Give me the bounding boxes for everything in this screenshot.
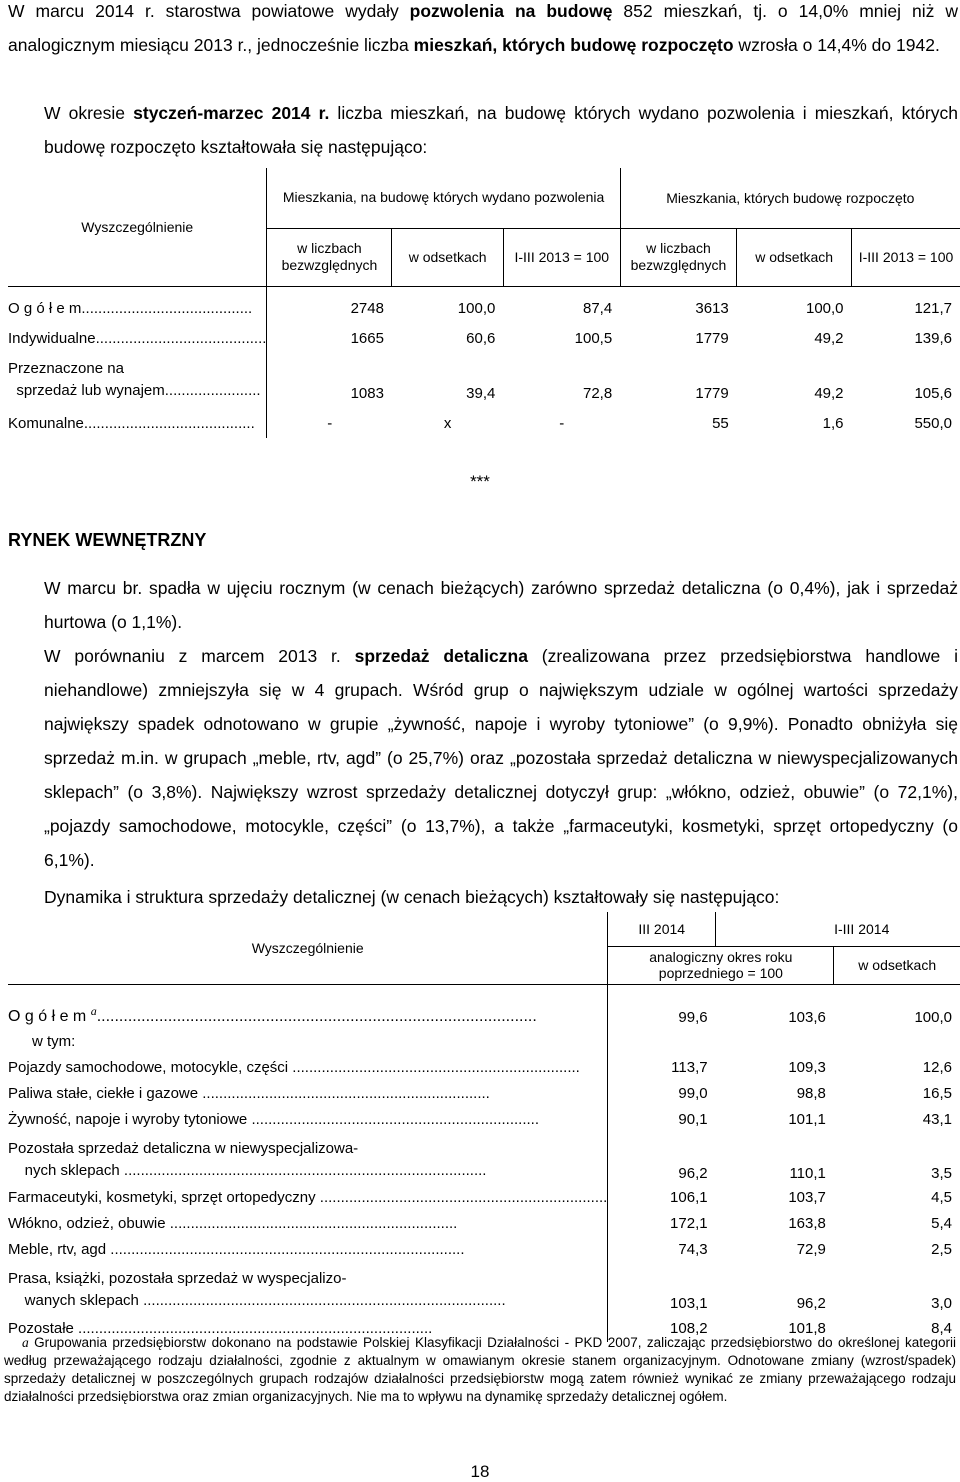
para2-text-1: W okresie: [44, 103, 134, 123]
dynamics-intro: Dynamika i struktura sprzedaży detalicznej (w cenach bieżących) kształtowały się następująco:: [44, 887, 780, 907]
t2-row-label: O g ó ł e m $^a$...................................................................................................: [8, 984, 608, 1028]
para2-bold-1: styczeń-marzec 2014 r.: [133, 103, 330, 123]
table-cell: -: [559, 414, 565, 432]
t1-header-pct-2: w odsetkach: [737, 228, 852, 286]
table-cell: 8,4: [931, 1319, 952, 1337]
table-row: [8, 1236, 960, 1262]
table-cell: 1665: [350, 329, 384, 347]
para1-text-2: 852 mieszkań, tj. o 14,0% mniej niż w analogicznym miesiącu 2013 r., jednocześnie liczba: [8, 1, 958, 55]
table-cell: 1779: [695, 329, 729, 347]
t1-row-label: O g ó ł e m.........................................: [8, 286, 267, 324]
t1-header-spec: Wyszczególnienie: [8, 168, 267, 286]
t2-row-label: Paliwa stałe, ciekłe i gazowe .....................................................................: [8, 1080, 608, 1106]
table-cell: 103,6: [788, 1009, 826, 1026]
table-cell: 1083: [350, 385, 384, 402]
table-cell: 55: [712, 414, 729, 432]
table-row: [8, 352, 960, 408]
table-cell: 100,5: [574, 329, 613, 347]
t2-header-quarter: I-III 2014: [716, 912, 960, 946]
t1-row-label: Komunalne.........................................: [8, 408, 267, 438]
table-row: [8, 1054, 960, 1080]
t2-row-label: w tym:: [8, 1028, 608, 1054]
table-cell: 4,5: [931, 1188, 952, 1206]
table-row: [8, 286, 960, 324]
para4-text-1: W porównaniu z marcem 2013 r.: [44, 646, 355, 666]
page-number: 18: [470, 1462, 490, 1481]
para1-text-1: W marcu 2014 r. starostwa powiatowe wydały: [8, 1, 410, 21]
table-cell: 3613: [695, 299, 729, 317]
para1-bold-2: mieszkań, których budowę rozpoczęto: [413, 35, 734, 55]
table-cell: 100,0: [805, 299, 844, 317]
table-cell: 49,2: [814, 385, 844, 402]
para1-bold-1: pozwolenia na budowę: [409, 1, 613, 21]
table-cell: 2748: [350, 299, 384, 317]
footnote-text: Grupowania przedsiębiorstw dokonano na podstawie Polskiej Klasyfikacji Działalności - PKD 2007, zaliczając przedsiębiorstwo do określonej kategorii według przeważającego rodzaju działalności, zgodnie z aktualnym w omawianym okresie stanem organizacyjnym. Odnotowane zmiany (wzrost/spadek) sprzedaży detalicznej w poszczególnych grupach rodzajów działalności przedsiębiorstw mogą zatem również wynikać ze zmiany przeważającego rodzaju działalności przedsiębiorstwa oraz zmian organizacyjnych. Nie ma to wpływu na dynamikę sprzedaży detalicznej ogółem.: [4, 1335, 956, 1404]
table-cell: 16,5: [922, 1084, 952, 1102]
table-cell: 110,1: [789, 1165, 826, 1182]
t1-header-idx-1: I-III 2013 = 100: [503, 228, 620, 286]
table-cell: 87,4: [583, 299, 613, 317]
table-row: [8, 1184, 960, 1210]
table-cell: 98,8: [796, 1084, 826, 1102]
t2-header-spec: Wyszczególnienie: [8, 912, 608, 984]
t2-row-label: Meble, rtv, agd .....................................................................................: [8, 1236, 608, 1262]
housing-paragraph: [8, 96, 958, 164]
table-cell: 96,2: [796, 1295, 826, 1312]
t1-row-label: Przeznaczone na sprzedaż lub wynajem.......................: [8, 352, 267, 408]
para4-text-2: (zrealizowana przez przedsiębiorstwa handlowe i niehandlowe) zmniejszyła się w 4 grupach. Wśród grup o największym udziale w ogólnej wartości sprzedaży największy spadek odnotowano w grupie „żywność, napoje i wyroby tytoniowe” (o 9,9%). Ponadto obniżyła się sprzedaż m.in. w grupach „meble, rtv, agd” (o 25,7%) oraz „pozostała sprzedaż detaliczna w niewyspecjalizowanych sklepach” (o 3,8%). Największy wzrost sprzedaży detalicznej dotyczył grup: „włókno, odzież, obuwie” (o 72,1%), „pojazdy samochodowe, motocykle, części” (o 13,7%), a także „farmaceutyki, kosmetyki, sprzęt ortopedyczny (o 6,1%).: [44, 646, 958, 870]
housing-table: [8, 168, 960, 438]
table-cell: 101,8: [788, 1319, 826, 1337]
table-cell: 108,2: [670, 1319, 708, 1337]
section-heading: RYNEK WEWNĘTRZNY: [8, 530, 207, 550]
table-row: [8, 1028, 960, 1054]
table-cell: 3,5: [931, 1165, 952, 1182]
table-cell: 2,5: [931, 1240, 952, 1258]
table-cell: 105,6: [914, 385, 952, 402]
table-cell: 100,0: [914, 1009, 952, 1026]
table-cell: 109,3: [788, 1058, 826, 1076]
t2-header-base: analogiczny okres roku poprzedniego = 100: [608, 946, 834, 984]
t2-header-pct: w odsetkach: [834, 946, 960, 984]
table-row: [8, 984, 960, 1028]
table-cell: 103,1: [670, 1295, 708, 1312]
table-row: [8, 1210, 960, 1236]
table-cell: 5,4: [931, 1214, 952, 1232]
table-cell: 12,6: [922, 1058, 952, 1076]
table-cell: 106,1: [670, 1188, 708, 1206]
table-cell: 3,0: [931, 1295, 952, 1312]
table-row: [8, 1262, 960, 1314]
intro-paragraph: [8, 0, 958, 62]
table-cell: 139,6: [914, 329, 952, 347]
t2-row-label: Pozostała sprzedaż detaliczna w niewyspecjalizowa- nych sklepach .......................................................................................: [8, 1132, 608, 1184]
t2-row-label: Żywność, napoje i wyroby tytoniowe .....................................................................: [8, 1106, 608, 1132]
footnote: [4, 1334, 956, 1406]
t1-row-label: Indywidualne.........................................: [8, 324, 267, 352]
t2-row-label: Farmaceutyki, kosmetyki, sprzęt ortopedyczny .....................................................................: [8, 1184, 608, 1210]
t2-row-label: Pozostałe .....................................................................................: [8, 1314, 608, 1342]
para4-bold-1: sprzedaż detaliczna: [354, 646, 528, 666]
t1-header-abs-1: w liczbach bezwzględnych: [267, 228, 392, 286]
table-cell: 96,2: [678, 1165, 708, 1182]
table-cell: x: [443, 414, 452, 432]
table-row: [8, 408, 960, 438]
table-cell: 60,6: [466, 329, 496, 347]
table-cell: 43,1: [922, 1110, 952, 1128]
table-row: [8, 1132, 960, 1184]
t1-header-pct-1: w odsetkach: [392, 228, 503, 286]
table-cell: 72,9: [796, 1240, 826, 1258]
t1-header-idx-2: I-III 2013 = 100: [852, 228, 960, 286]
table-cell: 74,3: [678, 1240, 708, 1258]
t2-header-month: III 2014: [608, 912, 716, 946]
table-cell: 550,0: [914, 414, 952, 432]
table-cell: 100,0: [457, 299, 496, 317]
table-cell: 49,2: [814, 329, 844, 347]
table-cell: 121,7: [914, 299, 952, 317]
table-cell: 99,0: [678, 1084, 708, 1102]
sales-paragraph: W marcu br. spadła w ujęciu rocznym (w cenach bieżących) zarówno sprzedaż detaliczna (o 0,4%), jak i sprzedaż hurtowa (o 1,1%).: [44, 578, 958, 632]
t2-row-label: Pojazdy samochodowe, motocykle, części .....................................................................: [8, 1054, 608, 1080]
table-row: [8, 1080, 960, 1106]
table-cell: -: [327, 414, 333, 432]
retail-paragraph: [8, 639, 958, 877]
t1-header-group2: Mieszkania, których budowę rozpoczęto: [620, 168, 960, 228]
section-separator: ***: [470, 472, 490, 491]
t1-header-abs-2: w liczbach bezwzględnych: [620, 228, 737, 286]
table-cell: 72,8: [583, 385, 613, 402]
footnote-marker: a: [22, 1335, 29, 1350]
table-cell: 103,7: [788, 1188, 826, 1206]
table-cell: 172,1: [670, 1214, 708, 1232]
table-cell: 90,1: [678, 1110, 708, 1128]
table-cell: 39,4: [466, 385, 496, 402]
para2-text-2: liczba mieszkań, na budowę których wydano pozwolenia i mieszkań, których budowę rozpoczęto kształtowała się następująco:: [44, 103, 958, 157]
table-cell: 163,8: [788, 1214, 826, 1232]
table-row: [8, 1106, 960, 1132]
table-cell: 101,1: [788, 1110, 826, 1128]
t2-row-label: Prasa, książki, pozostała sprzedaż w wyspecjalizo- wanych sklepach .......................................................................................: [8, 1262, 608, 1314]
table-cell: 113,7: [671, 1058, 708, 1076]
table-row: [8, 324, 960, 352]
retail-table: [8, 912, 960, 1342]
t1-header-group1: Mieszkania, na budowę których wydano pozwolenia: [267, 168, 620, 228]
t2-row-label: Włókno, odzież, obuwie .....................................................................: [8, 1210, 608, 1236]
table-cell: 99,6: [678, 1009, 708, 1026]
table-cell: 1779: [695, 385, 729, 402]
table-cell: 1,6: [822, 414, 844, 432]
para1-text-3: wzrosła o 14,4% do 1942.: [733, 35, 940, 55]
